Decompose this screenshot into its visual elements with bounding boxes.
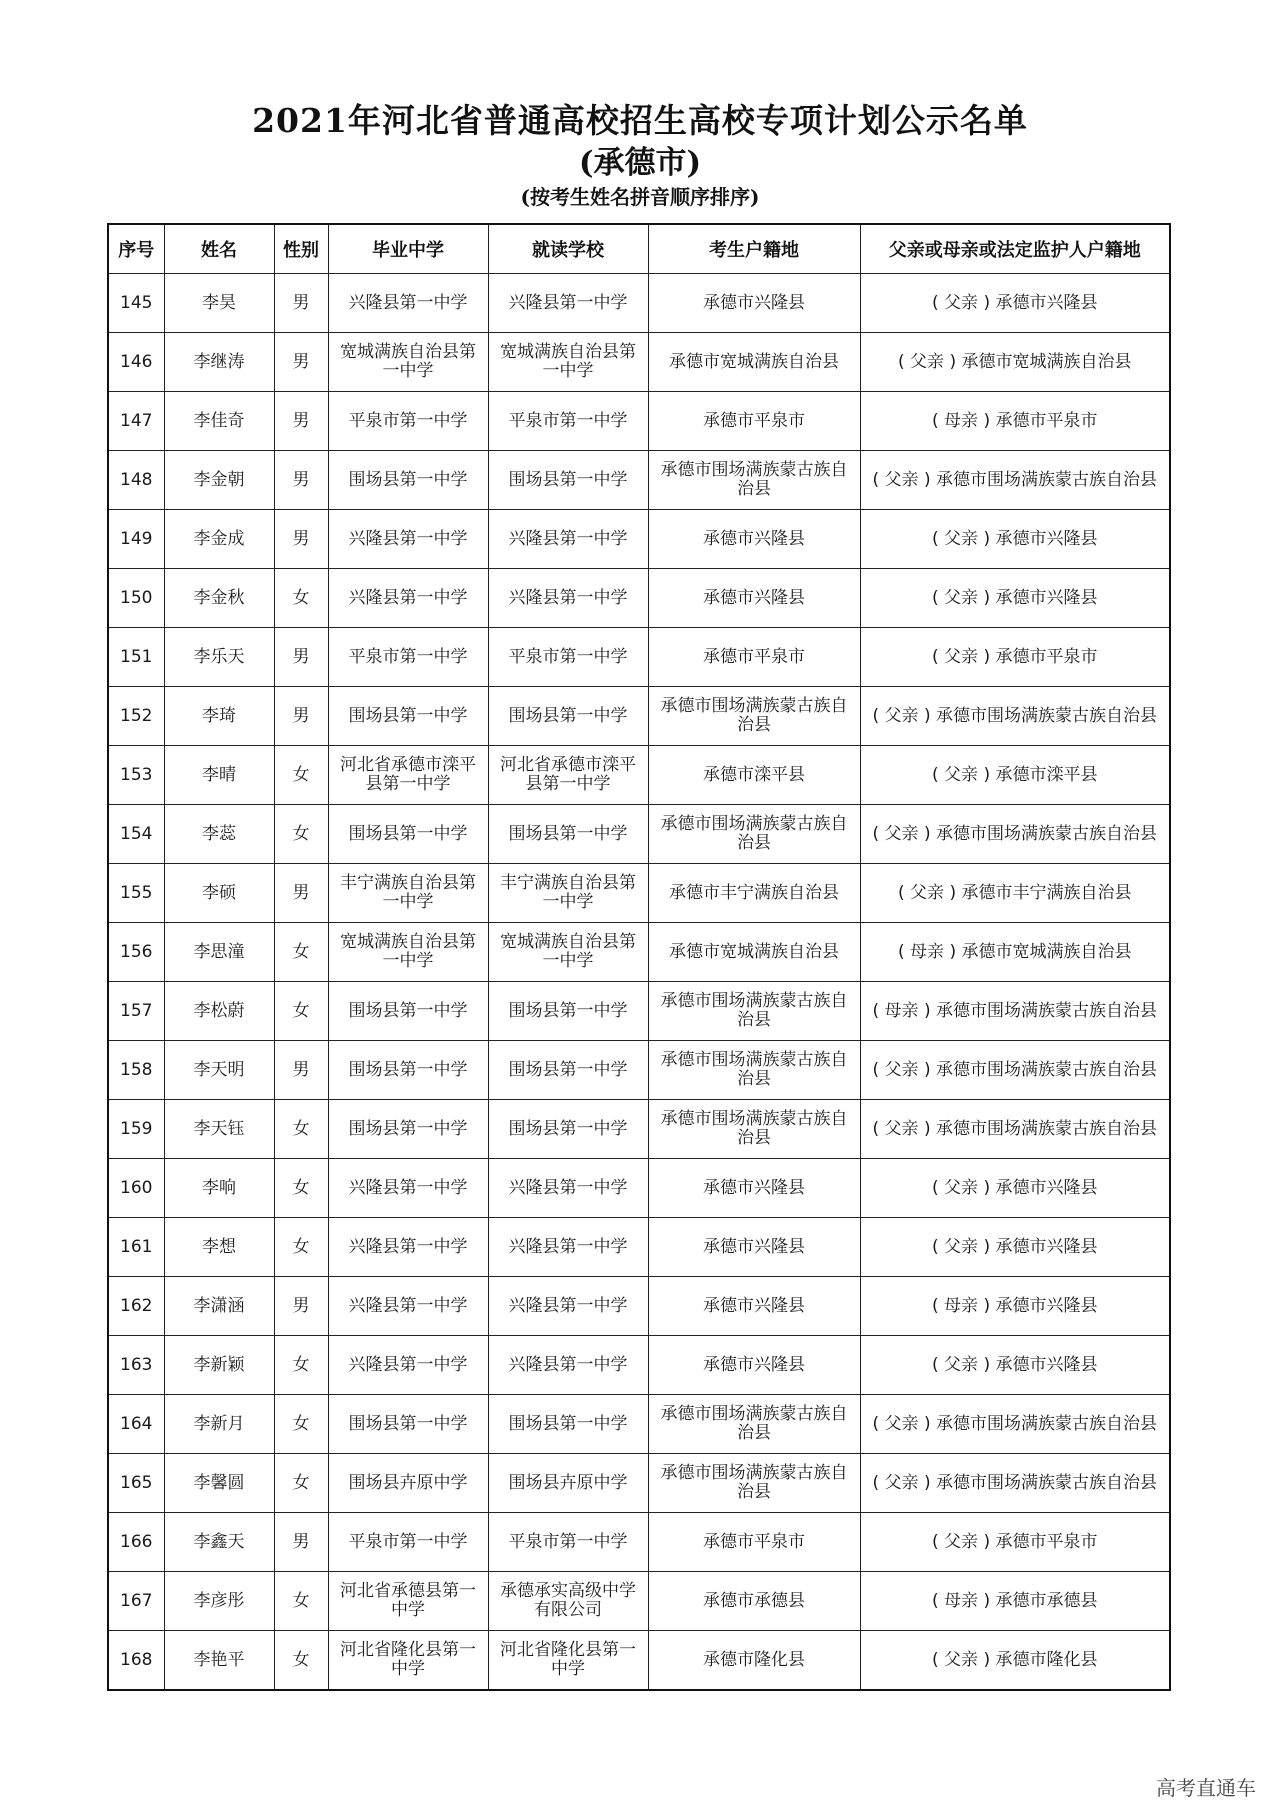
cell-name: 李潇涵: [164, 1277, 274, 1336]
cell-name: 李继涛: [164, 333, 274, 392]
cell-no: 157: [108, 982, 164, 1041]
table-row: [108, 510, 1170, 569]
cell-gender: 男: [274, 687, 328, 746]
table-row: [108, 1454, 1170, 1513]
cell-grad-school: 宽城满族自治县第一中学: [328, 923, 488, 982]
cell-grad-school: 兴隆县第一中学: [328, 1336, 488, 1395]
cell-name: 李馨圆: [164, 1454, 274, 1513]
cell-gender: 女: [274, 1336, 328, 1395]
cell-grad-school: 平泉市第一中学: [328, 392, 488, 451]
document-title: 2021年河北省普通高校招生高校专项计划公示名单: [252, 101, 1028, 140]
cell-guardian-residence: ( 母亲 ) 承德市平泉市: [860, 392, 1170, 451]
cell-grad-school: 兴隆县第一中学: [328, 1277, 488, 1336]
cell-no: 156: [108, 923, 164, 982]
table-row: [108, 1631, 1170, 1691]
watermark-text: 高考直通车: [1156, 1776, 1256, 1800]
cell-residence: 承德市兴隆县: [648, 1336, 860, 1395]
cell-gender: 女: [274, 1100, 328, 1159]
cell-residence: 承德市兴隆县: [648, 1218, 860, 1277]
cell-no: 146: [108, 333, 164, 392]
cell-current-school: 兴隆县第一中学: [488, 1218, 648, 1277]
cell-no: 162: [108, 1277, 164, 1336]
cell-current-school: 平泉市第一中学: [488, 392, 648, 451]
cell-residence: 承德市平泉市: [648, 1513, 860, 1572]
cell-no: 151: [108, 628, 164, 687]
cell-no: 168: [108, 1631, 164, 1691]
cell-residence: 承德市宽城满族自治县: [648, 333, 860, 392]
cell-current-school: 平泉市第一中学: [488, 1513, 648, 1572]
roster-body: [108, 274, 1170, 1691]
header-name: 姓名: [164, 224, 274, 274]
cell-residence: 承德市丰宁满族自治县: [648, 864, 860, 923]
cell-name: 李佳奇: [164, 392, 274, 451]
cell-guardian-residence: ( 父亲 ) 承德市围场满族蒙古族自治县: [860, 1454, 1170, 1513]
cell-gender: 女: [274, 923, 328, 982]
cell-guardian-residence: ( 父亲 ) 承德市滦平县: [860, 746, 1170, 805]
cell-gender: 男: [274, 392, 328, 451]
table-row: [108, 1041, 1170, 1100]
cell-gender: 女: [274, 569, 328, 628]
cell-current-school: 围场县第一中学: [488, 1395, 648, 1454]
cell-gender: 女: [274, 1218, 328, 1277]
header-grad-school: 毕业中学: [328, 224, 488, 274]
cell-name: 李天明: [164, 1041, 274, 1100]
cell-no: 167: [108, 1572, 164, 1631]
cell-grad-school: 围场县第一中学: [328, 805, 488, 864]
cell-no: 161: [108, 1218, 164, 1277]
cell-no: 152: [108, 687, 164, 746]
header-residence: 考生户籍地: [648, 224, 860, 274]
cell-guardian-residence: ( 父亲 ) 承德市平泉市: [860, 628, 1170, 687]
cell-name: 李响: [164, 1159, 274, 1218]
cell-residence: 承德市兴隆县: [648, 569, 860, 628]
cell-current-school: 兴隆县第一中学: [488, 1277, 648, 1336]
cell-grad-school: 河北省承德县第一中学: [328, 1572, 488, 1631]
cell-current-school: 宽城满族自治县第一中学: [488, 923, 648, 982]
table-row: [108, 923, 1170, 982]
cell-name: 李乐天: [164, 628, 274, 687]
cell-grad-school: 兴隆县第一中学: [328, 510, 488, 569]
cell-guardian-residence: ( 父亲 ) 承德市围场满族蒙古族自治县: [860, 451, 1170, 510]
cell-name: 李彦彤: [164, 1572, 274, 1631]
cell-grad-school: 兴隆县第一中学: [328, 274, 488, 333]
cell-no: 145: [108, 274, 164, 333]
table-row: [108, 392, 1170, 451]
cell-no: 147: [108, 392, 164, 451]
cell-current-school: 河北省承德市滦平县第一中学: [488, 746, 648, 805]
cell-no: 164: [108, 1395, 164, 1454]
cell-name: 李金成: [164, 510, 274, 569]
cell-guardian-residence: ( 父亲 ) 承德市丰宁满族自治县: [860, 864, 1170, 923]
table-row: [108, 687, 1170, 746]
table-row: [108, 569, 1170, 628]
cell-name: 李琦: [164, 687, 274, 746]
cell-guardian-residence: ( 母亲 ) 承德市围场满族蒙古族自治县: [860, 982, 1170, 1041]
cell-gender: 男: [274, 1513, 328, 1572]
table-row: [108, 1336, 1170, 1395]
table-row: [108, 746, 1170, 805]
cell-residence: 承德市围场满族蒙古族自治县: [648, 805, 860, 864]
cell-grad-school: 兴隆县第一中学: [328, 1218, 488, 1277]
cell-current-school: 围场县第一中学: [488, 687, 648, 746]
cell-guardian-residence: ( 父亲 ) 承德市围场满族蒙古族自治县: [860, 687, 1170, 746]
cell-residence: 承德市兴隆县: [648, 1277, 860, 1336]
cell-gender: 女: [274, 1395, 328, 1454]
cell-residence: 承德市围场满族蒙古族自治县: [648, 1454, 860, 1513]
cell-grad-school: 围场县第一中学: [328, 1100, 488, 1159]
table-row: [108, 1395, 1170, 1454]
cell-current-school: 围场县第一中学: [488, 451, 648, 510]
cell-grad-school: 围场县第一中学: [328, 1041, 488, 1100]
cell-current-school: 丰宁满族自治县第一中学: [488, 864, 648, 923]
cell-residence: 承德市滦平县: [648, 746, 860, 805]
cell-residence: 承德市兴隆县: [648, 510, 860, 569]
cell-gender: 男: [274, 1041, 328, 1100]
cell-no: 155: [108, 864, 164, 923]
cell-grad-school: 兴隆县第一中学: [328, 569, 488, 628]
header-current-school: 就读学校: [488, 224, 648, 274]
cell-gender: 女: [274, 1572, 328, 1631]
cell-grad-school: 兴隆县第一中学: [328, 1159, 488, 1218]
cell-current-school: 平泉市第一中学: [488, 628, 648, 687]
cell-current-school: 承德承实高级中学有限公司: [488, 1572, 648, 1631]
cell-name: 李鑫天: [164, 1513, 274, 1572]
table-row: [108, 1513, 1170, 1572]
cell-gender: 女: [274, 746, 328, 805]
cell-grad-school: 平泉市第一中学: [328, 1513, 488, 1572]
cell-current-school: 河北省隆化县第一中学: [488, 1631, 648, 1691]
header-row: [108, 224, 1170, 274]
cell-residence: 承德市平泉市: [648, 392, 860, 451]
header-gender: 性别: [274, 224, 328, 274]
cell-gender: 男: [274, 510, 328, 569]
cell-name: 李天钰: [164, 1100, 274, 1159]
cell-guardian-residence: ( 父亲 ) 承德市兴隆县: [860, 274, 1170, 333]
cell-residence: 承德市平泉市: [648, 628, 860, 687]
cell-guardian-residence: ( 父亲 ) 承德市围场满族蒙古族自治县: [860, 805, 1170, 864]
cell-grad-school: 围场县卉原中学: [328, 1454, 488, 1513]
cell-no: 150: [108, 569, 164, 628]
cell-guardian-residence: ( 父亲 ) 承德市兴隆县: [860, 510, 1170, 569]
cell-no: 148: [108, 451, 164, 510]
cell-guardian-residence: ( 父亲 ) 承德市宽城满族自治县: [860, 333, 1170, 392]
cell-guardian-residence: ( 父亲 ) 承德市隆化县: [860, 1631, 1170, 1691]
cell-name: 李昊: [164, 274, 274, 333]
cell-current-school: 围场县第一中学: [488, 1100, 648, 1159]
header-guardian-residence: 父亲或母亲或法定监护人户籍地: [860, 224, 1170, 274]
cell-residence: 承德市围场满族蒙古族自治县: [648, 1395, 860, 1454]
table-row: [108, 1572, 1170, 1631]
cell-current-school: 围场县卉原中学: [488, 1454, 648, 1513]
table-row: [108, 1159, 1170, 1218]
table-row: [108, 864, 1170, 923]
header-no: 序号: [108, 224, 164, 274]
cell-no: 154: [108, 805, 164, 864]
cell-current-school: 兴隆县第一中学: [488, 1159, 648, 1218]
cell-current-school: 围场县第一中学: [488, 805, 648, 864]
cell-guardian-residence: ( 母亲 ) 承德市兴隆县: [860, 1277, 1170, 1336]
cell-residence: 承德市隆化县: [648, 1631, 860, 1691]
cell-guardian-residence: ( 父亲 ) 承德市围场满族蒙古族自治县: [860, 1041, 1170, 1100]
cell-no: 149: [108, 510, 164, 569]
cell-residence: 承德市兴隆县: [648, 274, 860, 333]
cell-residence: 承德市围场满族蒙古族自治县: [648, 982, 860, 1041]
cell-guardian-residence: ( 母亲 ) 承德市承德县: [860, 1572, 1170, 1631]
cell-gender: 男: [274, 333, 328, 392]
cell-grad-school: 河北省隆化县第一中学: [328, 1631, 488, 1691]
cell-current-school: 兴隆县第一中学: [488, 1336, 648, 1395]
cell-grad-school: 河北省承德市滦平县第一中学: [328, 746, 488, 805]
cell-current-school: 宽城满族自治县第一中学: [488, 333, 648, 392]
cell-no: 160: [108, 1159, 164, 1218]
cell-residence: 承德市围场满族蒙古族自治县: [648, 1100, 860, 1159]
cell-gender: 男: [274, 451, 328, 510]
cell-guardian-residence: ( 父亲 ) 承德市平泉市: [860, 1513, 1170, 1572]
cell-residence: 承德市围场满族蒙古族自治县: [648, 1041, 860, 1100]
cell-current-school: 兴隆县第一中学: [488, 274, 648, 333]
cell-guardian-residence: ( 父亲 ) 承德市兴隆县: [860, 1218, 1170, 1277]
cell-residence: 承德市兴隆县: [648, 1159, 860, 1218]
cell-name: 李思潼: [164, 923, 274, 982]
table-row: [108, 1100, 1170, 1159]
table-row: [108, 1277, 1170, 1336]
cell-name: 李晴: [164, 746, 274, 805]
cell-guardian-residence: ( 父亲 ) 承德市兴隆县: [860, 1336, 1170, 1395]
cell-grad-school: 围场县第一中学: [328, 451, 488, 510]
cell-current-school: 围场县第一中学: [488, 1041, 648, 1100]
cell-guardian-residence: ( 母亲 ) 承德市宽城满族自治县: [860, 923, 1170, 982]
cell-grad-school: 围场县第一中学: [328, 1395, 488, 1454]
cell-gender: 男: [274, 274, 328, 333]
cell-residence: 承德市承德县: [648, 1572, 860, 1631]
cell-no: 158: [108, 1041, 164, 1100]
cell-guardian-residence: ( 父亲 ) 承德市兴隆县: [860, 569, 1170, 628]
cell-guardian-residence: ( 父亲 ) 承德市围场满族蒙古族自治县: [860, 1395, 1170, 1454]
cell-guardian-residence: ( 父亲 ) 承德市兴隆县: [860, 1159, 1170, 1218]
cell-grad-school: 围场县第一中学: [328, 687, 488, 746]
cell-name: 李新颖: [164, 1336, 274, 1395]
cell-residence: 承德市围场满族蒙古族自治县: [648, 451, 860, 510]
table-row: [108, 982, 1170, 1041]
cell-no: 165: [108, 1454, 164, 1513]
cell-grad-school: 宽城满族自治县第一中学: [328, 333, 488, 392]
cell-gender: 女: [274, 1454, 328, 1513]
table-row: [108, 451, 1170, 510]
cell-name: 李金朝: [164, 451, 274, 510]
cell-gender: 男: [274, 628, 328, 687]
cell-gender: 女: [274, 1159, 328, 1218]
document-subtitle: (承德市): [578, 145, 702, 181]
sort-note: (按考生姓名拼音顺序排序): [520, 185, 760, 209]
cell-no: 159: [108, 1100, 164, 1159]
table-row: [108, 805, 1170, 864]
cell-name: 李金秋: [164, 569, 274, 628]
cell-no: 153: [108, 746, 164, 805]
cell-name: 李蕊: [164, 805, 274, 864]
cell-current-school: 兴隆县第一中学: [488, 510, 648, 569]
table-row: [108, 628, 1170, 687]
cell-gender: 女: [274, 805, 328, 864]
cell-gender: 男: [274, 1277, 328, 1336]
cell-grad-school: 围场县第一中学: [328, 982, 488, 1041]
cell-name: 李艳平: [164, 1631, 274, 1691]
cell-residence: 承德市围场满族蒙古族自治县: [648, 687, 860, 746]
cell-gender: 男: [274, 864, 328, 923]
cell-no: 166: [108, 1513, 164, 1572]
cell-guardian-residence: ( 父亲 ) 承德市围场满族蒙古族自治县: [860, 1100, 1170, 1159]
cell-name: 李新月: [164, 1395, 274, 1454]
cell-current-school: 围场县第一中学: [488, 982, 648, 1041]
cell-residence: 承德市宽城满族自治县: [648, 923, 860, 982]
table-row: [108, 333, 1170, 392]
table-row: [108, 1218, 1170, 1277]
roster-table: [107, 223, 1171, 1691]
cell-no: 163: [108, 1336, 164, 1395]
cell-gender: 女: [274, 982, 328, 1041]
cell-grad-school: 丰宁满族自治县第一中学: [328, 864, 488, 923]
cell-name: 李松蔚: [164, 982, 274, 1041]
cell-name: 李想: [164, 1218, 274, 1277]
cell-current-school: 兴隆县第一中学: [488, 569, 648, 628]
cell-grad-school: 平泉市第一中学: [328, 628, 488, 687]
table-row: [108, 274, 1170, 333]
cell-gender: 女: [274, 1631, 328, 1691]
cell-name: 李硕: [164, 864, 274, 923]
